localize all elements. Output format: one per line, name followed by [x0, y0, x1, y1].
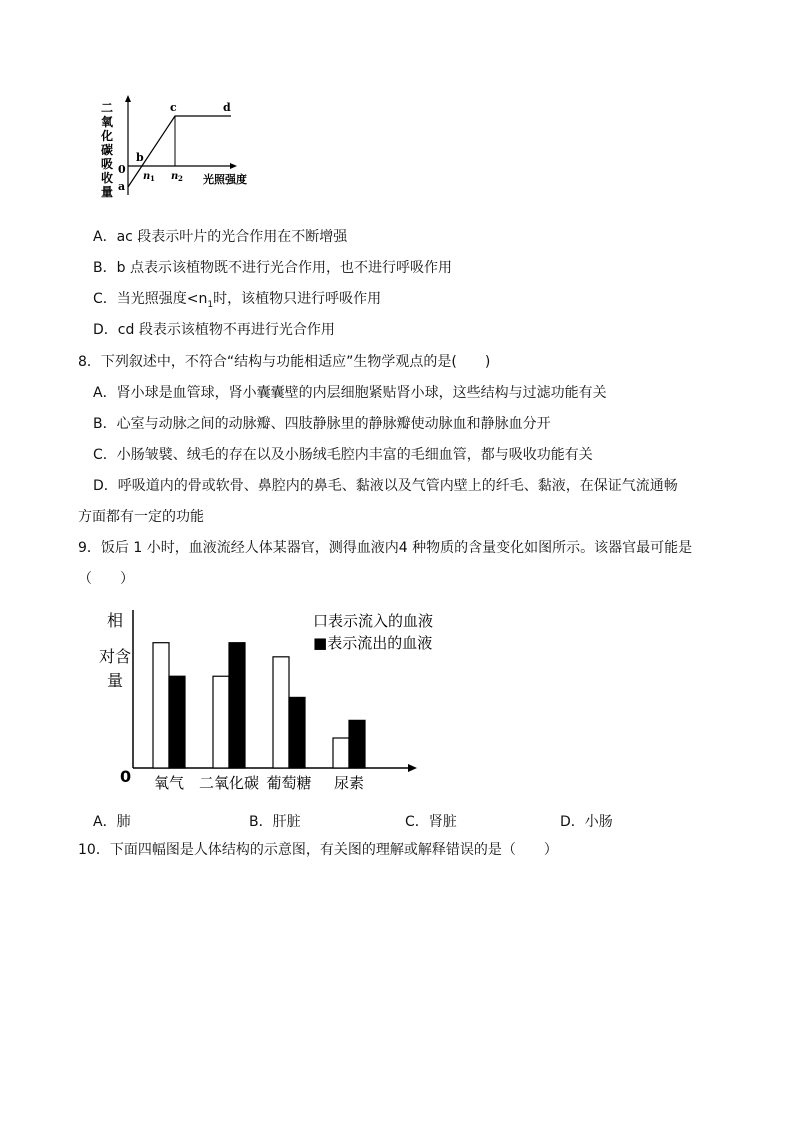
y-axis-label-line1: 相 [106, 611, 124, 630]
y-axis-label-line2: 对含 [98, 647, 132, 666]
origin-label: 0 [118, 163, 126, 176]
bar-inflow-2 [273, 657, 289, 768]
q7-option-b: B．b 点表示该植物既不进行光合作用，也不进行呼吸作用 [93, 260, 452, 276]
bar-outflow-3 [349, 720, 365, 768]
legend-entry-inflow [313, 612, 433, 630]
point-label-d: d [223, 101, 231, 114]
point-label-c: c [170, 101, 177, 114]
blood-content-bar-chart [95, 600, 455, 800]
tick-n1-sub: 1 [150, 174, 155, 183]
bar-inflow-1 [213, 676, 229, 768]
q8-option-d-line1: D．呼吸道内的骨或软骨、鼻腔内的鼻毛、黏液以及气管内壁上的纤毛、黏液，在保证气流通畅 [93, 478, 678, 494]
legend-marker-inflow: 口 [313, 612, 329, 630]
tick-n2: n [171, 171, 179, 182]
q7-option-a: A．ac 段表示叶片的光合作用在不断增强 [93, 229, 348, 245]
legend-entry-outflow [313, 634, 432, 652]
category-label: 氧气 [153, 774, 185, 792]
y-label-char: 吸 [100, 157, 114, 171]
bar-outflow-0 [169, 676, 185, 768]
point-label-a: a [118, 180, 126, 193]
category-labels-group [154, 774, 364, 792]
bars-group [153, 643, 365, 768]
y-label-char: 收 [100, 171, 114, 185]
x-axis-arrow [230, 163, 237, 169]
q8-option-b: B．心室与动脉之间的动脉瓣、四肢静脉里的静脉瓣使动脉血和静脉血分开 [93, 416, 551, 432]
point-label-b: b [136, 151, 144, 164]
y-label-char: 氧 [100, 115, 114, 129]
q8-option-c: C．小肠皱襞、绒毛的存在以及小肠绒毛腔内丰富的毛细血管，都与吸收功能有关 [93, 447, 593, 463]
co2-light-graph [95, 95, 265, 210]
q8-option-a: A．肾小球是血管球，肾小囊囊壁的内层细胞紧贴肾小球，这些结构与过滤功能有关 [93, 385, 607, 401]
y-axis-arrow [125, 95, 131, 102]
q9-stem-line2: （ ） [78, 571, 134, 587]
bar-outflow-1 [229, 643, 245, 768]
category-label: 尿素 [333, 774, 365, 792]
y-label-char: 化 [100, 129, 114, 143]
q8-stem: 8．下列叙述中，不符合“结构与功能相适应”生物学观点的是( ) [78, 354, 491, 370]
bar-inflow-0 [153, 643, 169, 768]
q9-option-c: C．肾脏 [405, 814, 457, 830]
q7-option-c-sub: 1 [207, 299, 214, 310]
bar-inflow-3 [333, 738, 349, 768]
q9-option-d: D．小肠 [560, 814, 613, 830]
q7-option-c-text-end: 时，该植物只进行呼吸作用 [213, 291, 382, 307]
origin-label: 0 [120, 767, 132, 786]
legend-label-inflow: 表示流入的血液 [328, 612, 434, 630]
q9-option-b: B．肝脏 [249, 814, 301, 830]
q8-option-d-line2: 方面都有一定的功能 [78, 509, 204, 525]
bar-outflow-2 [289, 697, 305, 768]
y-label-char: 量 [100, 185, 114, 199]
q9-option-a: A．肺 [93, 814, 131, 830]
q10-stem: 10．下面四幅图是人体结构的示意图，有关图的理解或解释错误的是（ ） [78, 842, 558, 858]
category-label: 葡萄糖 [266, 774, 312, 792]
tick-n2-sub: 2 [178, 174, 183, 183]
category-label: 二氧化碳 [198, 774, 260, 792]
q7-option-c [93, 289, 381, 315]
q9-stem-line1: 9．饭后 1 小时，血液流经人体某器官，测得血液内4 种物质的含量变化如图所示。该器官最可能是 [78, 540, 693, 556]
q7-option-c-text: C．当光照强度<n [93, 291, 208, 307]
tick-n1: n [143, 171, 151, 182]
legend-label-outflow: 表示流出的血液 [327, 634, 433, 652]
legend-marker-outflow: ■ [313, 634, 328, 652]
y-label-char: 二 [100, 101, 114, 115]
y-axis-label-line3: 量 [106, 671, 124, 690]
y-label-char: 碳 [100, 143, 114, 157]
x-axis-label: 光照强度 [203, 173, 247, 186]
x-axis-arrow [408, 764, 417, 772]
q7-option-d: D．cd 段表示该植物不再进行光合作用 [93, 322, 335, 338]
